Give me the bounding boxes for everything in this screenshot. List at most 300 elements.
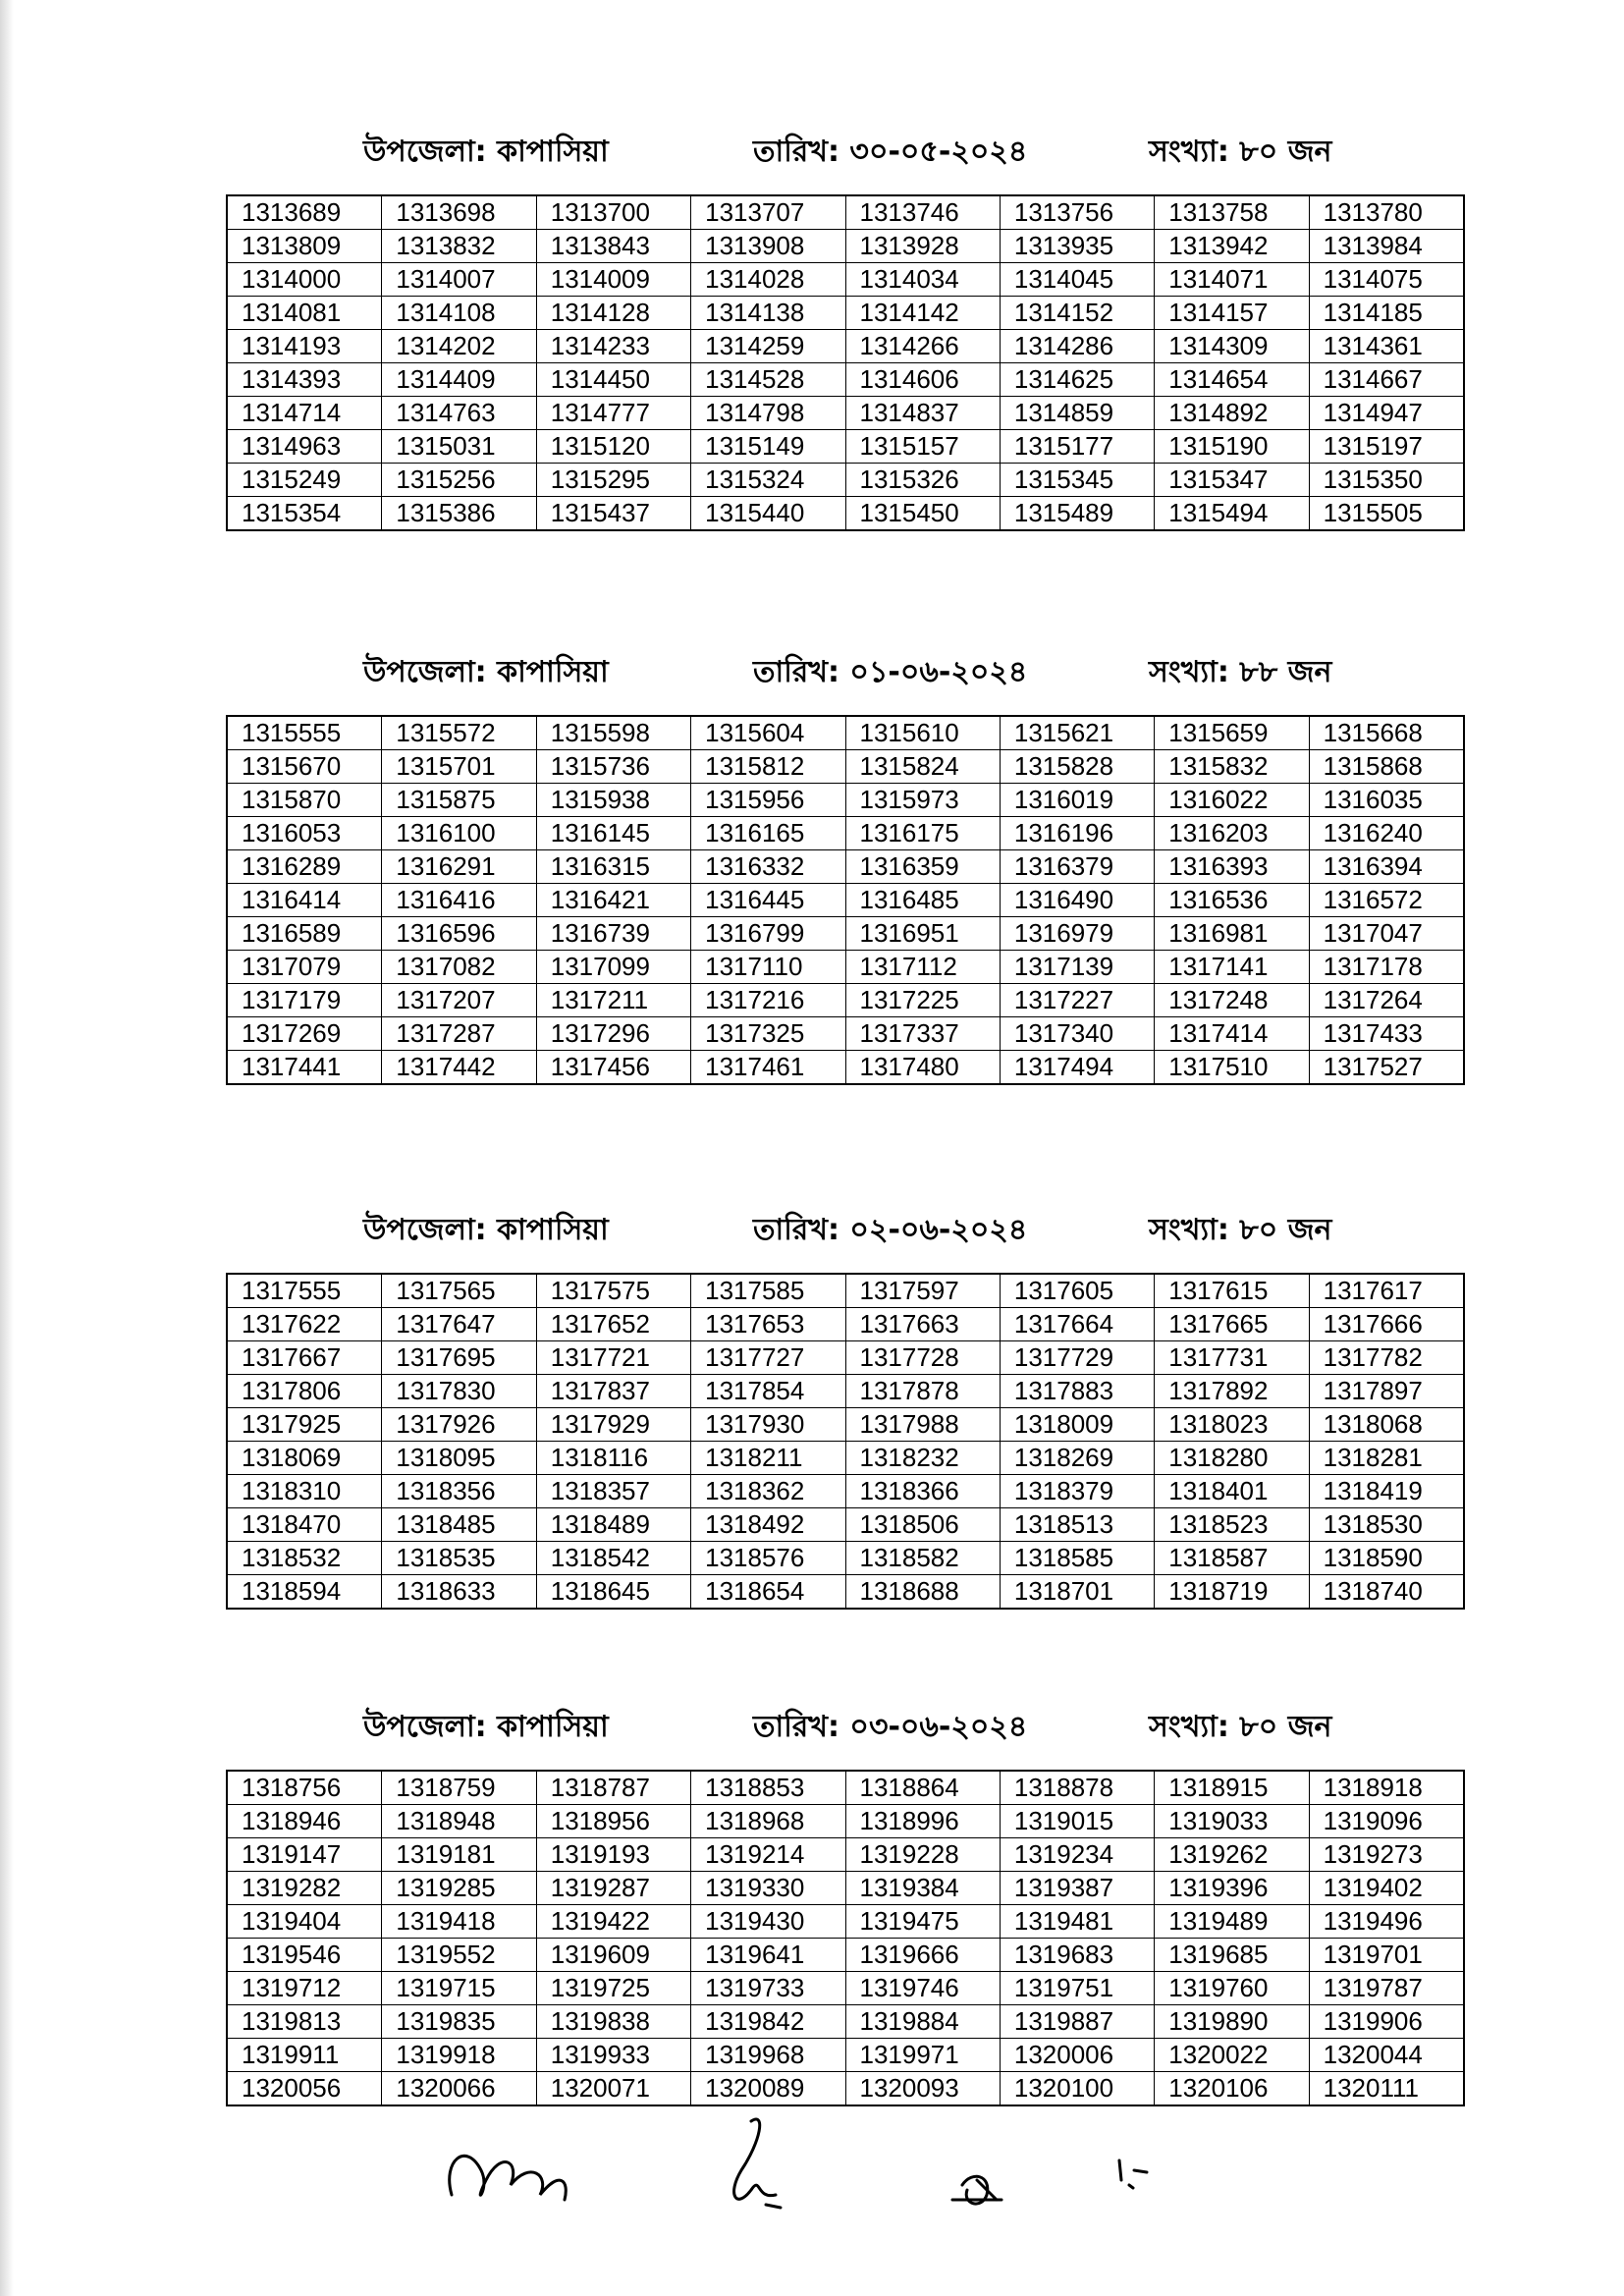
section-header — [226, 1703, 1465, 1742]
roll-number-cell: 1318232 — [845, 1442, 1000, 1474]
roll-number-cell: 1319402 — [1309, 1872, 1463, 1904]
roll-number-cell: 1319609 — [536, 1939, 690, 1971]
roll-number-cell: 1314309 — [1154, 330, 1308, 362]
roll-number-cell: 1314034 — [845, 263, 1000, 296]
roll-number-cell: 1319228 — [845, 1838, 1000, 1871]
roll-number-cell: 1318587 — [1154, 1542, 1308, 1574]
roll-number-cell: 1316022 — [1154, 784, 1308, 816]
roll-number-cell: 1317414 — [1154, 1017, 1308, 1050]
roll-number-cell: 1315324 — [690, 464, 844, 496]
roll-number-cell: 1319475 — [845, 1905, 1000, 1938]
roll-number-cell: 1314266 — [845, 330, 1000, 362]
roll-number-cell: 1315868 — [1309, 750, 1463, 783]
upazila-label: উপজেলা: কাপাসিয়া — [363, 1213, 609, 1247]
roll-number-cell: 1318956 — [536, 1805, 690, 1837]
roll-number-cell: 1318878 — [1000, 1772, 1154, 1804]
roll-number-cell: 1314393 — [242, 364, 342, 394]
roll-number-cell: 1314286 — [1000, 330, 1154, 362]
roll-number-cell: 1318366 — [845, 1475, 1000, 1507]
signature-1 — [450, 2156, 567, 2200]
roll-number-cell: 1318645 — [536, 1575, 690, 1608]
roll-number-cell: 1319422 — [536, 1905, 690, 1938]
roll-number-cell: 1318654 — [690, 1575, 844, 1608]
roll-number-cell: 1317110 — [690, 951, 844, 983]
roll-number-cell: 1317988 — [845, 1408, 1000, 1441]
roll-number-cell: 1316291 — [381, 850, 535, 883]
roll-number-cell: 1317854 — [690, 1375, 844, 1407]
roll-number-cell: 1313935 — [1000, 230, 1154, 262]
roll-number-cell: 1318280 — [1154, 1442, 1308, 1474]
roll-number-cell: 1318594 — [242, 1576, 342, 1606]
roll-number-cell: 1320022 — [1154, 2039, 1308, 2071]
roll-number-cell: 1316100 — [381, 817, 535, 849]
roll-number-cell: 1314667 — [1309, 363, 1463, 396]
table-row — [228, 196, 1463, 229]
roll-number-cell: 1318211 — [690, 1442, 844, 1474]
roll-number-cell: 1318492 — [690, 1508, 844, 1541]
date-section — [226, 648, 1465, 1085]
roll-number-cell: 1320093 — [845, 2072, 1000, 2105]
table-row — [228, 2004, 1463, 2038]
roll-number-cell: 1317456 — [536, 1051, 690, 1083]
roll-number-cell: 1314625 — [1000, 363, 1154, 396]
date-label: তারিখ: ০২-০৬-২০২৪ — [753, 1213, 1028, 1247]
roll-number-table — [226, 1770, 1465, 2106]
table-row — [228, 362, 1463, 396]
roll-number-cell: 1319971 — [845, 2039, 1000, 2071]
table-row — [228, 296, 1463, 329]
roll-number-cell: 1317296 — [536, 1017, 690, 1050]
roll-number-cell: 1319096 — [1309, 1805, 1463, 1837]
signature-3 — [952, 2176, 1001, 2204]
roll-number-cell: 1314837 — [845, 397, 1000, 429]
roll-number-cell: 1315555 — [242, 718, 342, 747]
roll-number-cell: 1314947 — [1309, 397, 1463, 429]
table-row — [228, 1050, 1463, 1083]
roll-number-cell: 1319911 — [242, 2040, 340, 2069]
roll-number-cell: 1316596 — [381, 917, 535, 950]
roll-number-cell: 1318281 — [1309, 1442, 1463, 1474]
roll-number-cell: 1317926 — [381, 1408, 535, 1441]
roll-number-cell: 1313700 — [536, 196, 690, 229]
roll-number-cell: 1317647 — [381, 1308, 535, 1340]
roll-number-cell: 1316414 — [242, 885, 342, 914]
roll-number-cell: 1317605 — [1000, 1275, 1154, 1307]
signature-4 — [1119, 2160, 1147, 2188]
roll-number-cell: 1316981 — [1154, 917, 1308, 950]
roll-number-cell: 1318915 — [1154, 1772, 1308, 1804]
table-row — [228, 496, 1463, 529]
scan-edge-shadow — [0, 0, 14, 2296]
roll-number-cell: 1316332 — [690, 850, 844, 883]
roll-number-cell: 1317248 — [1154, 984, 1308, 1016]
roll-number-cell: 1317883 — [1000, 1375, 1154, 1407]
roll-number-cell: 1316196 — [1000, 817, 1154, 849]
upazila-label: উপজেলা: কাপাসিয়া — [363, 135, 609, 169]
roll-number-cell: 1320071 — [536, 2072, 690, 2105]
roll-number-cell: 1315350 — [1309, 464, 1463, 496]
roll-number-cell: 1317494 — [1000, 1051, 1154, 1083]
roll-number-cell: 1315347 — [1154, 464, 1308, 496]
roll-number-cell: 1314798 — [690, 397, 844, 429]
roll-number-cell: 1318968 — [690, 1805, 844, 1837]
roll-number-cell: 1318362 — [690, 1475, 844, 1507]
roll-number-cell: 1314654 — [1154, 363, 1308, 396]
roll-number-cell: 1318701 — [1000, 1575, 1154, 1608]
roll-number-cell: 1317615 — [1154, 1275, 1308, 1307]
roll-number-cell: 1316053 — [242, 818, 342, 847]
roll-number-cell: 1315157 — [845, 430, 1000, 463]
roll-number-cell: 1315832 — [1154, 750, 1308, 783]
roll-number-cell: 1316490 — [1000, 884, 1154, 916]
table-row — [228, 1374, 1463, 1407]
roll-number-cell: 1319890 — [1154, 2005, 1308, 2038]
count-label: সংখ্যা: ৮০ জন — [1149, 1213, 1332, 1247]
table-row — [228, 429, 1463, 463]
roll-number-cell: 1315812 — [690, 750, 844, 783]
roll-number-cell: 1317216 — [690, 984, 844, 1016]
roll-number-cell: 1314128 — [536, 297, 690, 329]
roll-number-cell: 1315494 — [1154, 497, 1308, 529]
roll-number-cell: 1318633 — [381, 1575, 535, 1608]
roll-number-cell: 1314859 — [1000, 397, 1154, 429]
date-label: তারিখ: ০৩-০৬-২০২৪ — [753, 1710, 1028, 1744]
roll-number-cell: 1319918 — [381, 2039, 535, 2071]
roll-number-cell: 1319330 — [690, 1872, 844, 1904]
roll-number-cell: 1314071 — [1154, 263, 1308, 296]
roll-number-cell: 1315120 — [536, 430, 690, 463]
roll-number-cell: 1319404 — [242, 1906, 342, 1936]
roll-number-cell: 1314108 — [381, 297, 535, 329]
section-header — [226, 1206, 1465, 1245]
roll-number-cell: 1318419 — [1309, 1475, 1463, 1507]
roll-number-cell: 1319712 — [242, 1973, 342, 2002]
roll-number-cell: 1318756 — [242, 1773, 342, 1802]
roll-number-cell: 1313809 — [242, 231, 342, 260]
roll-number-cell: 1317207 — [381, 984, 535, 1016]
roll-number-cell: 1316165 — [690, 817, 844, 849]
roll-number-cell: 1313984 — [1309, 230, 1463, 262]
roll-number-cell: 1316240 — [1309, 817, 1463, 849]
roll-number-cell: 1313707 — [690, 196, 844, 229]
roll-number-cell: 1315572 — [381, 717, 535, 749]
roll-number-cell: 1317721 — [536, 1341, 690, 1374]
roll-number-cell: 1318740 — [1309, 1575, 1463, 1608]
roll-number-cell: 1317930 — [690, 1408, 844, 1441]
roll-number-cell: 1318485 — [381, 1508, 535, 1541]
roll-number-cell: 1314202 — [381, 330, 535, 362]
roll-number-cell: 1316951 — [845, 917, 1000, 950]
roll-number-cell: 1315870 — [242, 785, 342, 814]
roll-number-cell: 1319683 — [1000, 1939, 1154, 1971]
roll-number-cell: 1319496 — [1309, 1905, 1463, 1938]
roll-number-cell: 1319181 — [381, 1838, 535, 1871]
roll-number-cell: 1315386 — [381, 497, 535, 529]
roll-number-cell: 1317667 — [242, 1342, 342, 1372]
section-header — [226, 648, 1465, 687]
roll-number-cell: 1315956 — [690, 784, 844, 816]
roll-number-cell: 1317575 — [536, 1275, 690, 1307]
roll-number-cell: 1319489 — [1154, 1905, 1308, 1938]
roll-number-cell: 1320089 — [690, 2072, 844, 2105]
roll-number-cell: 1317878 — [845, 1375, 1000, 1407]
roll-number-table — [226, 715, 1465, 1085]
roll-number-cell: 1317269 — [242, 1018, 342, 1048]
roll-number-cell: 1315659 — [1154, 717, 1308, 749]
roll-number-cell: 1318357 — [536, 1475, 690, 1507]
roll-number-cell: 1317139 — [1000, 951, 1154, 983]
roll-number-cell: 1313698 — [381, 196, 535, 229]
table-row — [228, 1971, 1463, 2004]
roll-number-cell: 1314528 — [690, 363, 844, 396]
table-row — [228, 1275, 1463, 1307]
roll-number-cell: 1314009 — [536, 263, 690, 296]
table-row — [228, 2038, 1463, 2071]
roll-number-cell: 1318095 — [381, 1442, 535, 1474]
count-label: সংখ্যা: ৮৮ জন — [1149, 655, 1332, 689]
roll-number-cell: 1316589 — [242, 918, 342, 948]
roll-number-cell: 1318489 — [536, 1508, 690, 1541]
roll-number-cell: 1317665 — [1154, 1308, 1308, 1340]
roll-number-cell: 1315621 — [1000, 717, 1154, 749]
roll-number-cell: 1314606 — [845, 363, 1000, 396]
roll-number-cell: 1320100 — [1000, 2072, 1154, 2105]
roll-number-cell: 1317082 — [381, 951, 535, 983]
roll-number-cell: 1317227 — [1000, 984, 1154, 1016]
roll-number-cell: 1320056 — [242, 2073, 342, 2103]
roll-number-cell: 1318523 — [1154, 1508, 1308, 1541]
roll-number-cell: 1317892 — [1154, 1375, 1308, 1407]
roll-number-cell: 1319287 — [536, 1872, 690, 1904]
roll-number-cell: 1317837 — [536, 1375, 690, 1407]
roll-number-cell: 1315197 — [1309, 430, 1463, 463]
roll-number-cell: 1316485 — [845, 884, 1000, 916]
table-row — [228, 950, 1463, 983]
table-row — [228, 1904, 1463, 1938]
roll-number-cell: 1319546 — [242, 1940, 342, 1969]
roll-number-cell: 1314193 — [242, 331, 342, 360]
roll-number-cell: 1319481 — [1000, 1905, 1154, 1938]
roll-number-cell: 1313746 — [845, 196, 1000, 229]
roll-number-cell: 1318401 — [1154, 1475, 1308, 1507]
roll-number-cell: 1319933 — [536, 2039, 690, 2071]
roll-number-cell: 1317830 — [381, 1375, 535, 1407]
roll-number-cell: 1319842 — [690, 2005, 844, 2038]
date-section — [226, 1206, 1465, 1610]
roll-number-cell: 1313832 — [381, 230, 535, 262]
roll-number-cell: 1319285 — [381, 1872, 535, 1904]
roll-number-cell: 1315249 — [242, 465, 342, 494]
roll-number-cell: 1320106 — [1154, 2072, 1308, 2105]
roll-number-cell: 1314233 — [536, 330, 690, 362]
roll-number-cell: 1313689 — [242, 197, 342, 227]
roll-number-cell: 1316393 — [1154, 850, 1308, 883]
roll-number-cell: 1315190 — [1154, 430, 1308, 463]
roll-number-cell: 1320066 — [381, 2072, 535, 2105]
roll-number-cell: 1317897 — [1309, 1375, 1463, 1407]
table-row — [228, 1574, 1463, 1608]
roll-number-cell: 1316536 — [1154, 884, 1308, 916]
roll-number-cell: 1319384 — [845, 1872, 1000, 1904]
count-label: সংখ্যা: ৮০ জন — [1149, 1710, 1332, 1744]
roll-number-cell: 1319282 — [242, 1873, 342, 1902]
roll-number-cell: 1316289 — [242, 851, 342, 881]
table-row — [228, 1541, 1463, 1574]
roll-number-cell: 1317728 — [845, 1341, 1000, 1374]
table-row — [228, 983, 1463, 1016]
roll-number-cell: 1314409 — [381, 363, 535, 396]
roll-number-cell: 1314361 — [1309, 330, 1463, 362]
roll-number-cell: 1314892 — [1154, 397, 1308, 429]
roll-number-cell: 1320111 — [1309, 2072, 1463, 2105]
roll-number-cell: 1314763 — [381, 397, 535, 429]
roll-number-cell: 1315875 — [381, 784, 535, 816]
roll-number-cell: 1315354 — [242, 498, 342, 527]
table-row — [228, 816, 1463, 849]
roll-number-cell: 1317929 — [536, 1408, 690, 1441]
date-label: তারিখ: ০১-০৬-২০২৪ — [753, 655, 1028, 689]
roll-number-cell: 1317695 — [381, 1341, 535, 1374]
roll-number-cell: 1318506 — [845, 1508, 1000, 1541]
table-row — [228, 396, 1463, 429]
roll-number-cell: 1315345 — [1000, 464, 1154, 496]
roll-number-cell: 1318719 — [1154, 1575, 1308, 1608]
roll-number-cell: 1319884 — [845, 2005, 1000, 2038]
roll-number-cell: 1319234 — [1000, 1838, 1154, 1871]
roll-number-cell: 1319262 — [1154, 1838, 1308, 1871]
roll-number-cell: 1316379 — [1000, 850, 1154, 883]
roll-number-cell: 1316019 — [1000, 784, 1154, 816]
roll-number-cell: 1315938 — [536, 784, 690, 816]
roll-number-cell: 1315440 — [690, 497, 844, 529]
roll-number-cell: 1317442 — [381, 1051, 535, 1083]
roll-number-cell: 1317264 — [1309, 984, 1463, 1016]
roll-number-cell: 1320044 — [1309, 2039, 1463, 2071]
roll-number-cell: 1318688 — [845, 1575, 1000, 1608]
roll-number-cell: 1317925 — [242, 1409, 342, 1439]
roll-number-cell: 1317731 — [1154, 1341, 1308, 1374]
roll-number-cell: 1318582 — [845, 1542, 1000, 1574]
roll-number-cell: 1313928 — [845, 230, 1000, 262]
roll-number-cell: 1318542 — [536, 1542, 690, 1574]
roll-number-cell: 1317652 — [536, 1308, 690, 1340]
roll-number-cell: 1317585 — [690, 1275, 844, 1307]
roll-number-cell: 1318918 — [1309, 1772, 1463, 1804]
table-row — [228, 1507, 1463, 1541]
roll-number-cell: 1314045 — [1000, 263, 1154, 296]
roll-number-cell: 1316394 — [1309, 850, 1463, 883]
table-row — [228, 1871, 1463, 1904]
roll-number-cell: 1317079 — [242, 952, 342, 981]
roll-number-cell: 1313758 — [1154, 196, 1308, 229]
roll-number-cell: 1319813 — [242, 2006, 342, 2036]
table-row — [228, 463, 1463, 496]
roll-number-cell: 1318116 — [536, 1442, 690, 1474]
roll-number-cell: 1317047 — [1309, 917, 1463, 950]
roll-number-cell: 1315437 — [536, 497, 690, 529]
roll-number-cell: 1319666 — [845, 1939, 1000, 1971]
roll-number-cell: 1317178 — [1309, 951, 1463, 983]
roll-number-cell: 1317461 — [690, 1051, 844, 1083]
roll-number-cell: 1315736 — [536, 750, 690, 783]
roll-number-cell: 1315149 — [690, 430, 844, 463]
roll-number-cell: 1317441 — [242, 1052, 342, 1081]
roll-number-cell: 1313908 — [690, 230, 844, 262]
roll-number-cell: 1314259 — [690, 330, 844, 362]
roll-number-cell: 1319552 — [381, 1939, 535, 1971]
roll-number-cell: 1317325 — [690, 1017, 844, 1050]
roll-number-table — [226, 1273, 1465, 1610]
roll-number-cell: 1320006 — [1000, 2039, 1154, 2071]
signature-2 — [734, 2119, 781, 2208]
roll-number-cell: 1317727 — [690, 1341, 844, 1374]
roll-number-cell: 1319193 — [536, 1838, 690, 1871]
roll-number-cell: 1316572 — [1309, 884, 1463, 916]
roll-number-cell: 1315031 — [381, 430, 535, 463]
roll-number-cell: 1318864 — [845, 1772, 1000, 1804]
table-row — [228, 1837, 1463, 1871]
roll-number-cell: 1319906 — [1309, 2005, 1463, 2038]
roll-number-cell: 1319838 — [536, 2005, 690, 2038]
table-row — [228, 1340, 1463, 1374]
roll-number-cell: 1319214 — [690, 1838, 844, 1871]
table-row — [228, 1804, 1463, 1837]
roll-number-cell: 1315295 — [536, 464, 690, 496]
roll-number-cell: 1316416 — [381, 884, 535, 916]
roll-number-cell: 1319760 — [1154, 1972, 1308, 2004]
roll-number-cell: 1314152 — [1000, 297, 1154, 329]
date-label: তারিখ: ৩০-০৫-২০২৪ — [753, 135, 1028, 169]
roll-number-cell: 1319033 — [1154, 1805, 1308, 1837]
roll-number-cell: 1314028 — [690, 263, 844, 296]
roll-number-cell: 1318787 — [536, 1772, 690, 1804]
roll-number-cell: 1314138 — [690, 297, 844, 329]
date-section — [226, 128, 1465, 531]
table-row — [228, 717, 1463, 749]
table-row — [228, 1407, 1463, 1441]
date-section — [226, 1703, 1465, 2106]
roll-number-cell: 1317211 — [536, 984, 690, 1016]
roll-number-cell: 1314142 — [845, 297, 1000, 329]
roll-number-cell: 1315828 — [1000, 750, 1154, 783]
roll-number-cell: 1317527 — [1309, 1051, 1463, 1083]
roll-number-cell: 1317112 — [845, 951, 1000, 983]
roll-number-cell: 1319725 — [536, 1972, 690, 2004]
roll-number-cell: 1319787 — [1309, 1972, 1463, 2004]
roll-number-cell: 1318576 — [690, 1542, 844, 1574]
roll-number-cell: 1318853 — [690, 1772, 844, 1804]
roll-number-cell: 1318535 — [381, 1542, 535, 1574]
roll-number-cell: 1313756 — [1000, 196, 1154, 229]
roll-number-cell: 1319641 — [690, 1939, 844, 1971]
roll-number-cell: 1315598 — [536, 717, 690, 749]
roll-number-cell: 1314075 — [1309, 263, 1463, 296]
roll-number-cell: 1317565 — [381, 1275, 535, 1307]
roll-number-cell: 1319751 — [1000, 1972, 1154, 2004]
roll-number-cell: 1314185 — [1309, 297, 1463, 329]
table-row — [228, 1307, 1463, 1340]
roll-number-cell: 1317806 — [242, 1376, 342, 1405]
roll-number-cell: 1318310 — [242, 1476, 342, 1505]
roll-number-cell: 1319835 — [381, 2005, 535, 2038]
roll-number-cell: 1318069 — [242, 1443, 342, 1472]
roll-number-cell: 1317287 — [381, 1017, 535, 1050]
roll-number-cell: 1319715 — [381, 1972, 535, 2004]
roll-number-cell: 1319733 — [690, 1972, 844, 2004]
roll-number-cell: 1317555 — [242, 1276, 342, 1305]
roll-number-cell: 1314157 — [1154, 297, 1308, 329]
roll-number-cell: 1314714 — [242, 398, 342, 427]
